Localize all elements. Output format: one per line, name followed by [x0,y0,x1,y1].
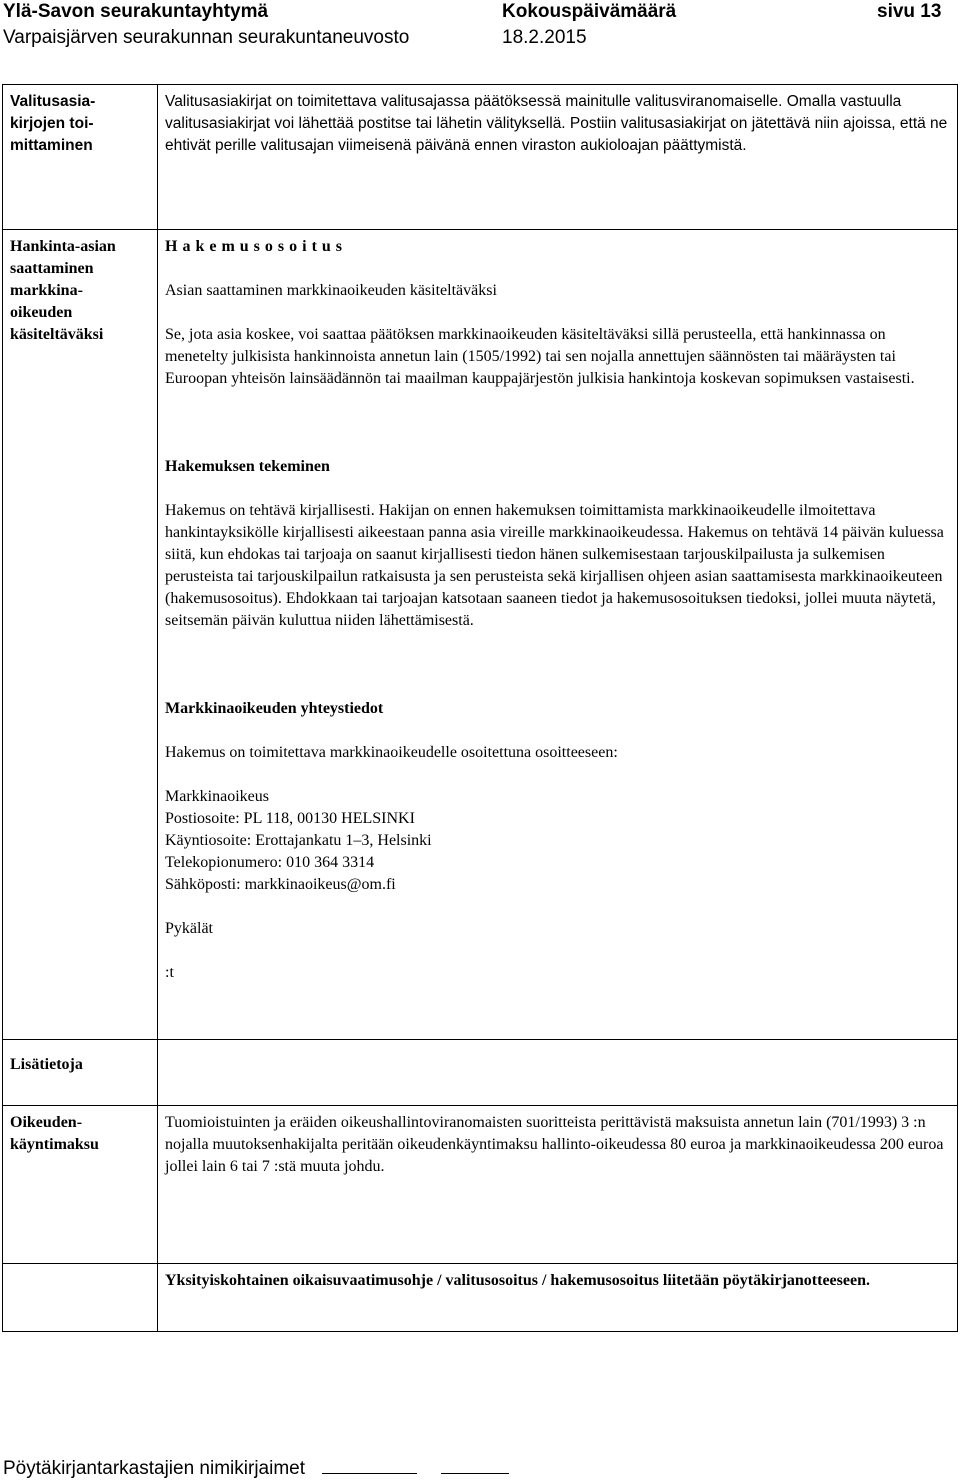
label-lisatietoja: Lisätietoja [3,1040,158,1106]
text-maksu: Tuomioistuinten ja eräiden oikeushallintoviranomaisten suoritteista perittävistä maksuista annetun lain (701/1993) 3 :n nojalla muutoksenhakijalta peritään oikeudenkäyntimaksu hallinto-oikeudessa 80 euroa ja markkinaoikeudessa 200 euroa jollei lain 6 tai 7 :stä muuta johdu. [158,1106,958,1264]
page-number: sivu 13 [877,1,942,22]
text-liite: Yksityiskohtainen oikaisuvaatimusohje / valitusosoitus / hakemusosoitus liitetään pöytäkirjanotteeseen. [158,1264,958,1332]
text-valitus: Valitusasiakirjat on toimitettava valitusajassa päätöksessä mainitulle valitusviranomaiselle. Omalla vastuulla valitusasiakirjat voi lähettää postitse tai lähetin välityksellä. Postiin valitusasiakirjat on jätettävä niin ajoissa, että ne ehtivät perille valitusajan viimeisenä päivänä ennen viraston aukioloajan päättymistä. [158,85,958,230]
pykalat-suffix: :t [165,964,174,981]
address-visit: Käyntiosoite: Erottajankatu 1–3, Helsinki [165,832,432,849]
content-hankinta [158,230,958,1040]
section-hankinta [3,230,958,1040]
date-label: Kokouspäivämäärä [502,1,677,22]
label-maksu: Oikeuden- käyntimaksu [3,1106,158,1264]
section-liite [3,1264,958,1332]
document-table [2,84,958,1332]
footer-label: Pöytäkirjantarkastajien nimikirjaimet [3,1458,305,1479]
footer [3,1455,509,1480]
label-valitus: Valitusasia- kirjojen toi- mittaminen [3,85,158,230]
hakemusosoitus-title: Hakemusosoitus [165,238,348,255]
hankinta-paragraph-3: Hakemus on toimitettava markkinaoikeudelle osoitettuna osoitteeseen: [165,744,618,761]
label-liite [3,1264,158,1332]
section-lisatietoja [3,1040,958,1106]
section-maksu [3,1106,958,1264]
hankinta-paragraph-1: Se, jota asia koskee, voi saattaa päätöksen markkinaoikeuden käsiteltäväksi sillä perusteella, että hankinnassa on menetelty julkisista hankinnoista annetun lain (1505/1992) tai sen nojalla annettujen säännösten tai määräysten tai Euroopan yhteisön lainsäädännön tai maailman kauppajärjestön julkisia hankintoja koskevan sopimuksen vastaisesti. [165,326,915,387]
address-email: Sähköposti: markkinaoikeus@om.fi [165,876,396,893]
hankinta-subtitle: Asian saattaminen markkinaoikeuden käsiteltäväksi [165,282,497,299]
signature-line-2 [441,1455,509,1474]
hankinta-paragraph-2: Hakemus on tehtävä kirjallisesti. Hakijan on ennen hakemuksen toimittamista markkinaoikeudelle ilmoitettava hankintayksikölle kirjallisesti aikeestaan panna asia vireille markkinaoikeudessa. Hakemus on tehtävä 14 päivän kuluessa siitä, kun ehdokas tai tarjoaja on saanut kirjallisesti tiedon hänen sulkemisestaan tarjouskilpailusta ja sulkemisen perusteista tai tarjouskilpailun ratkaisusta ja sen perusteista sekä kirjallisen ohjeen asian saattamisesta markkinaoikeuteen (hakemusosoitus). Ehdokkaan tai tarjoajan katsotaan saaneen tiedot ja hakemusosoituksen tiedoksi, jollei muuta näytetä, seitsemän päivän kuluttua niiden lähettämisestä. [165,502,944,629]
signature-line-1 [322,1455,417,1474]
meeting-date: 18.2.2015 [502,27,587,48]
hakemuksen-tekeminen-heading: Hakemuksen tekeminen [165,458,330,475]
label-hankinta: Hankinta-asian saattaminen markkina- oikeuden käsiteltäväksi [3,230,158,1040]
address-fax: Telekopionumero: 010 364 3314 [165,854,375,871]
address-name: Markkinaoikeus [165,788,269,805]
section-valitus [3,85,958,230]
org-name: Ylä-Savon seurakuntayhtymä [3,1,269,22]
board-name: Varpaisjärven seurakunnan seurakuntaneuvosto [3,27,410,48]
address-post: Postiosoite: PL 118, 00130 HELSINKI [165,810,415,827]
text-lisatietoja [158,1040,958,1106]
yhteystiedot-heading: Markkinaoikeuden yhteystiedot [165,700,384,717]
pykalat-label: Pykälät [165,920,213,937]
